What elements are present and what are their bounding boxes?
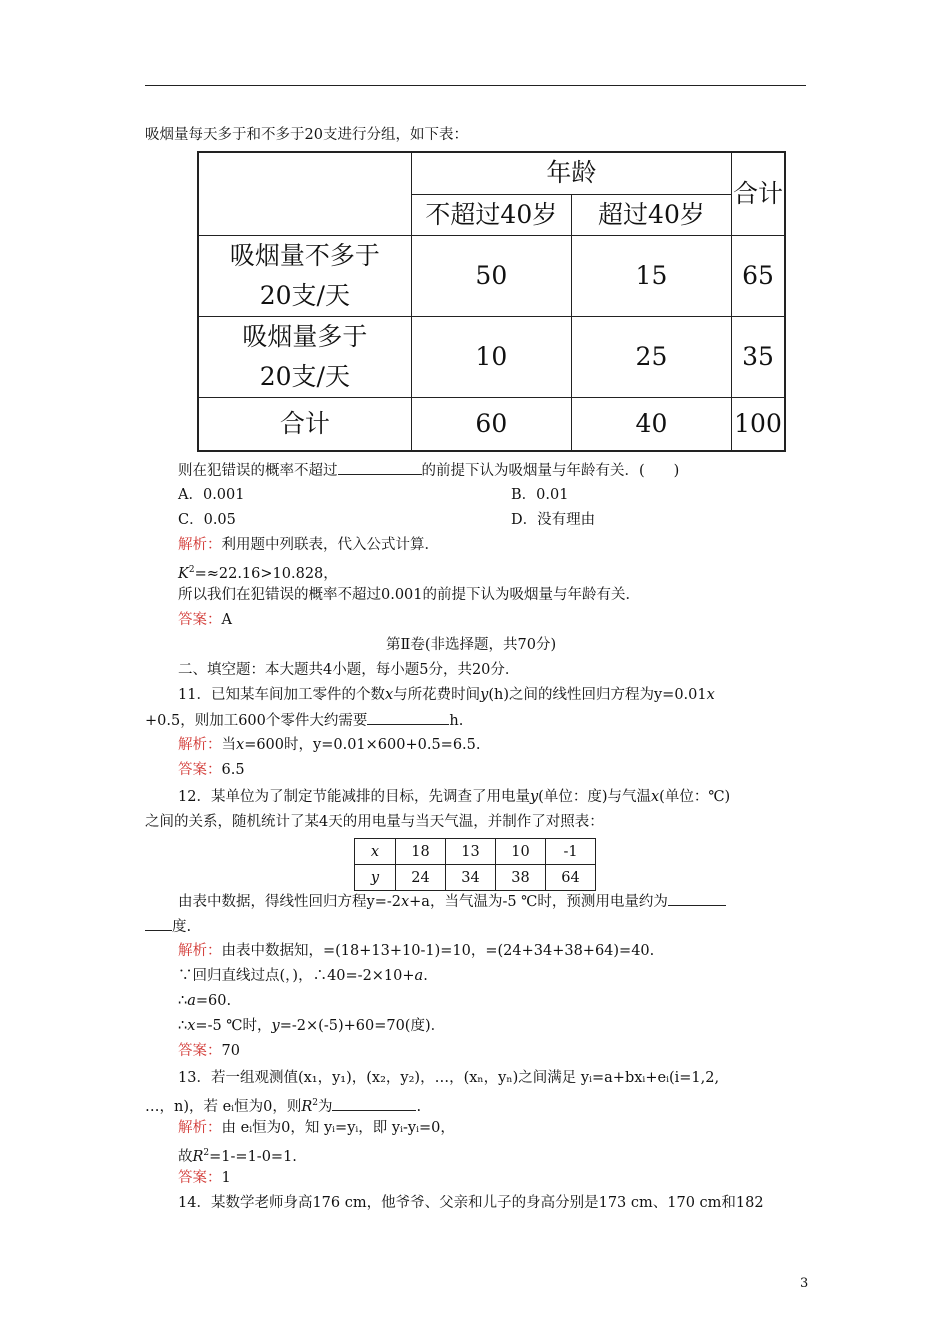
table-cell: 13 [446, 839, 496, 865]
table-row [198, 397, 785, 451]
table-row [198, 235, 785, 316]
q12-line4: 度. [145, 916, 191, 937]
q11-line2: +0.5，则加工600个零件大约需要 h. [145, 710, 463, 731]
q12-line2: 之间的关系，随机统计了某4天的用电量与当天气温，并制作了对照表： [145, 814, 604, 830]
y-label-cell: y [355, 865, 396, 891]
page-number: 3 [800, 1276, 809, 1291]
option-b: B．0.01 [511, 487, 569, 503]
col-under40-header: 不超过40岁 [411, 194, 571, 235]
q11-answer: 答案：6.5 [178, 762, 245, 778]
q12-step4: ∴x=-5 ℃时，y=-2×(-5)+60=70(度)． [178, 1018, 446, 1034]
q10-analysis: 解析：利用题中列联表，代入公式计算． [178, 537, 439, 553]
q12-step2: ∵回归直线过点(，)，∴40=-2×10+a. [178, 968, 428, 984]
q11-line1: 11．已知某车间加工零件的个数x与所花费时间y(h)之间的线性回归方程为y=0.01x [178, 687, 715, 703]
table-row [198, 316, 785, 397]
option-c: C．0.05 [178, 512, 236, 528]
q12-answer: 答案：70 [178, 1043, 240, 1059]
row-label: 合计 [198, 397, 411, 451]
section2-heading: 二、填空题：本大题共4小题，每小题5分，共20分． [178, 662, 520, 678]
option-a: A．0.001 [178, 487, 245, 503]
q12-analysis: 解析：由表中数据知，=(18+13+10-1)=10，=(24+34+38+64)=40. [178, 943, 655, 959]
contingency-table [197, 151, 786, 452]
table-cell: 50 [411, 235, 571, 316]
q10-conclusion: 所以我们在犯错误的概率不超过0.001的前提下认为吸烟量与年龄有关． [178, 587, 641, 603]
answer-blank [668, 891, 726, 906]
table-cell: 10 [411, 316, 571, 397]
x-label-cell: x [355, 839, 396, 865]
q13-answer: 答案：1 [178, 1170, 231, 1186]
q12-step3: ∴a=60. [178, 993, 232, 1009]
q10-stem: 则在犯错误的概率不超过 的前提下认为吸烟量与年龄有关．( ) [178, 460, 679, 481]
table-cell: 10 [496, 839, 546, 865]
q10-answer: 答案：A [178, 612, 232, 628]
part2-title: 第Ⅱ卷(非选择题，共70分) [386, 637, 557, 653]
table-cell: 35 [732, 316, 785, 397]
row-label: 吸烟量不多于 20支/天 [198, 235, 411, 316]
q12-line3: 由表中数据，得线性回归方程y=-2x+a，当气温为-5 ℃时，预测用电量约为 [178, 891, 726, 912]
q10-k-formula: $K^2=\approx 22.16>10.828$， [178, 565, 338, 582]
table-corner-cell [198, 152, 411, 235]
intro-text: 吸烟量每天多于和不多于20支进行分组，如下表： [145, 127, 468, 143]
total-header: 合计 [732, 152, 785, 235]
q13-line1: 13．若一组观测值(x₁，y₁)，(x₂，y₂)，…，(xₙ，yₙ)之间满足 yᵢ=a+bxᵢ+eᵢ(i=1,2, [178, 1070, 720, 1086]
table-cell: 25 [571, 316, 731, 397]
answer-blank [145, 916, 172, 931]
table-cell: 18 [396, 839, 446, 865]
col-over40-header: 超过40岁 [571, 194, 731, 235]
answer-blank [367, 710, 449, 725]
table-cell: 34 [446, 865, 496, 891]
table-row [355, 839, 596, 865]
table-row [355, 865, 596, 891]
answer-blank [338, 460, 422, 475]
table-cell: 100 [732, 397, 785, 451]
answer-blank [332, 1096, 416, 1111]
table-cell: 38 [496, 865, 546, 891]
table-cell: -1 [546, 839, 596, 865]
q12-line1: 12．某单位为了制定节能减排的目标，先调查了用电量y(单位：度)与气温x(单位：℃) [178, 789, 731, 805]
q13-line2: …，n)，若 eᵢ恒为0，则$R^2$为 . [145, 1093, 421, 1117]
option-d: D．没有理由 [511, 512, 596, 528]
row-label: 吸烟量多于 20支/天 [198, 316, 411, 397]
temperature-usage-table [354, 838, 596, 891]
q14-line1: 14．某数学老师身高176 cm，他爷爷、父亲和儿子的身高分别是173 cm、170 cm和182 [178, 1195, 764, 1211]
table-cell: 64 [546, 865, 596, 891]
q13-step2: 故$R^2=1-=1-0=1$. [178, 1148, 297, 1165]
table-cell: 65 [732, 235, 785, 316]
q13-analysis: 解析：由 eᵢ恒为0，知 yᵢ=yᵢ，即 yᵢ-yᵢ=0， [178, 1120, 455, 1136]
table-cell: 60 [411, 397, 571, 451]
analysis-label: 解析： [178, 537, 222, 553]
header-rule [145, 85, 806, 86]
q11-analysis: 解析：当x=600时，y=0.01×600+0.5=6.5. [178, 737, 481, 753]
table-cell: 24 [396, 865, 446, 891]
age-header: 年龄 [411, 152, 731, 194]
table-cell: 15 [571, 235, 731, 316]
table-cell: 40 [571, 397, 731, 451]
answer-label: 答案： [178, 612, 222, 628]
